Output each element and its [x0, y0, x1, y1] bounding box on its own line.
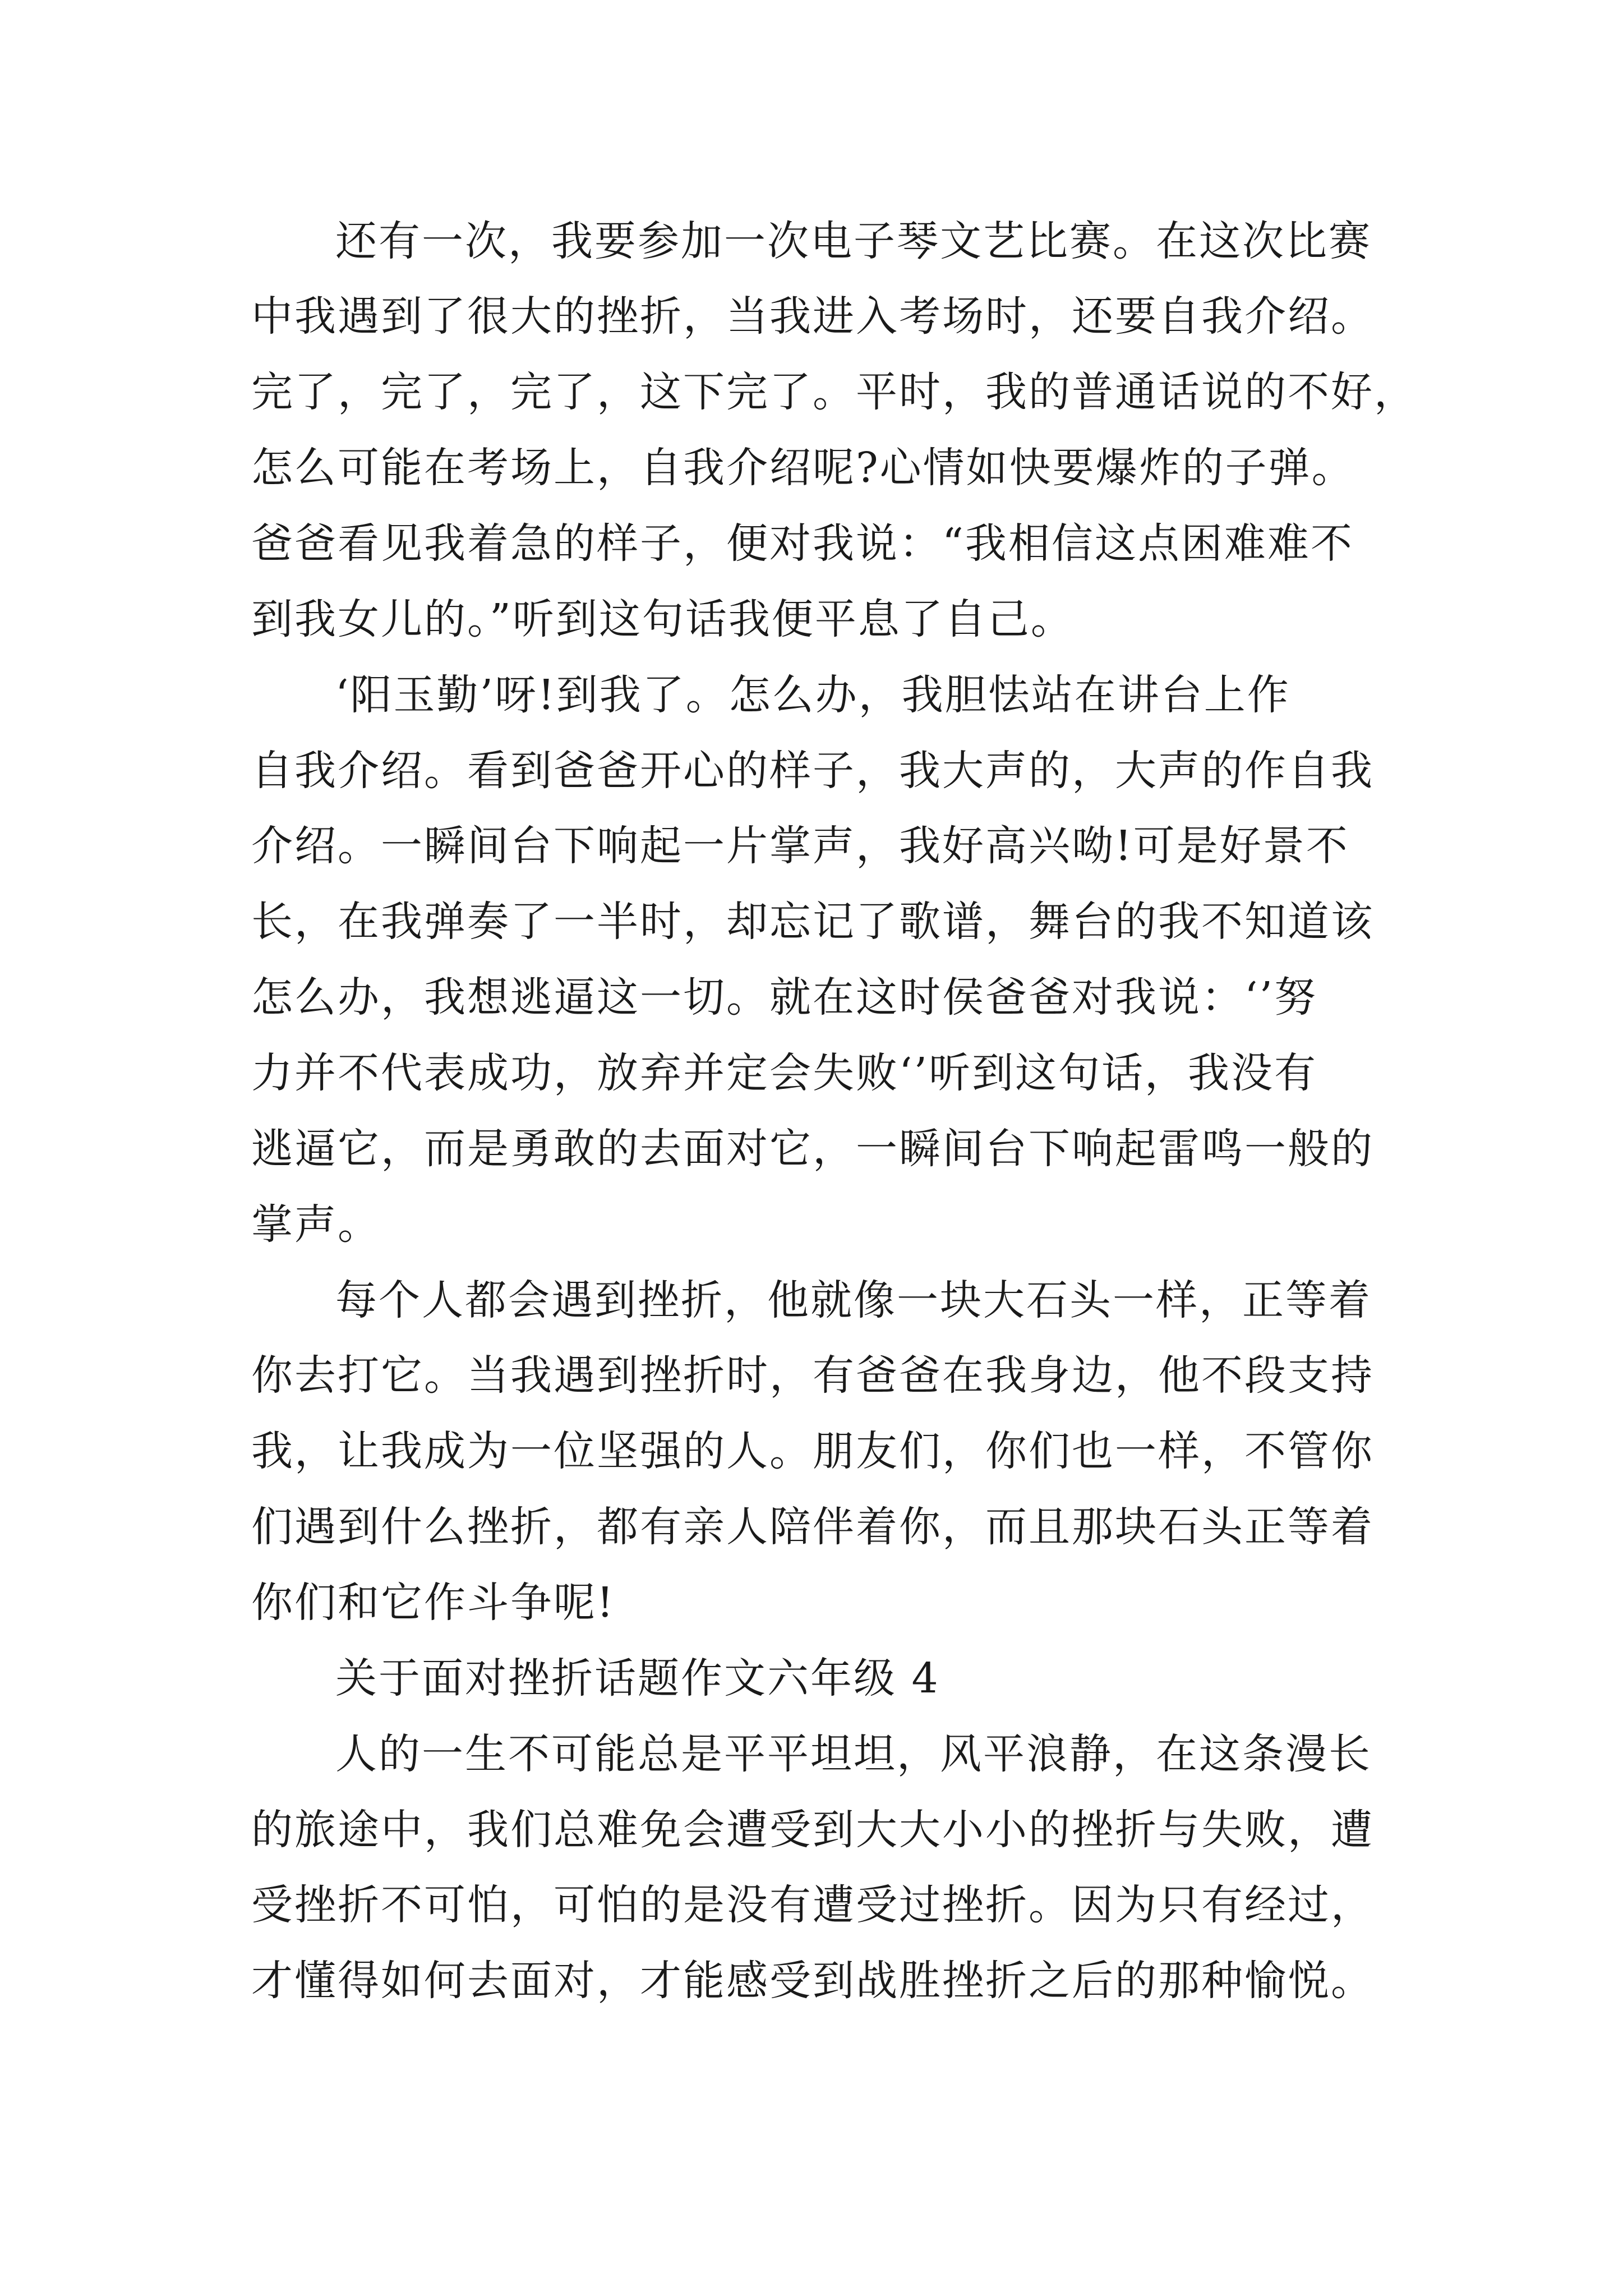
paragraph-line: 每个人都会遇到挫折，他就像一块大石头一样，正等着: [335, 1276, 1372, 1324]
paragraph-line: 你去打它。当我遇到挫折时，有爸爸在我身边，他不段支持: [251, 1351, 1374, 1400]
paragraph-line: 才懂得如何去面对，才能感受到战胜挫折之后的那种愉悦。: [251, 1957, 1374, 2005]
paragraph-line: 中我遇到了很大的挫折，当我进入考场时，还要自我介绍。: [251, 292, 1374, 341]
paragraph-line: 逃逼它，而是勇敢的去面对它，一瞬间台下响起雷鸣一般的: [251, 1125, 1374, 1173]
paragraph-line: 力并不代表成功，放弃并定会失败‘’听到这句话，我没有: [251, 1049, 1318, 1097]
paragraph-line: 长，在我弹奏了一半时，却忘记了歌谱，舞台的我不知道该: [251, 898, 1374, 946]
paragraph-line: 怎么办，我想逃逼这一切。就在这时侯爸爸对我说：‘’努: [251, 973, 1318, 1022]
paragraph-line: ‘阳玉勤’呀!到我了。怎么办，我胆怯站在讲台上作: [335, 671, 1290, 719]
paragraph-line: 们遇到什么挫折，都有亲人陪伴着你，而且那块石头正等着: [251, 1503, 1374, 1551]
paragraph-line: 掌声。: [251, 1200, 381, 1249]
paragraph-line: 人的一生不可能总是平平坦坦，风平浪静，在这条漫长: [335, 1730, 1372, 1778]
paragraph-line: 到我女儿的。”听到这句话我便平息了自己。: [251, 595, 1074, 643]
paragraph-line: 的旅途中，我们总难免会遭受到大大小小的挫折与失败，遭: [251, 1806, 1374, 1854]
paragraph-line: 完了，完了，完了，这下完了。平时，我的普通话说的不好，: [251, 368, 1417, 416]
paragraph-line: 爸爸看见我着急的样子，便对我说：“我相信这点困难难不: [251, 519, 1354, 568]
paragraph-line: 你们和它作斗争呢!: [251, 1579, 615, 1627]
paragraph-line: 还有一次，我要参加一次电子琴文艺比赛。在这次比赛: [335, 217, 1372, 265]
paragraph-line: 自我介绍。看到爸爸开心的样子，我大声的，大声的作自我: [251, 747, 1374, 795]
paragraph-line: 怎么可能在考场上，自我介绍呢?心情如快要爆炸的子弹。: [251, 444, 1355, 492]
paragraph-line: 我，让我成为一位坚强的人。朋友们，你们也一样，不管你: [251, 1427, 1374, 1475]
section-heading: 关于面对挫折话题作文六年级 4: [335, 1654, 940, 1703]
paragraph-line: 受挫折不可怕，可怕的是没有遭受过挫折。因为只有经过，: [251, 1881, 1374, 1929]
paragraph-line: 介绍。一瞬间台下响起一片掌声，我好高兴呦!可是好景不: [251, 822, 1349, 870]
